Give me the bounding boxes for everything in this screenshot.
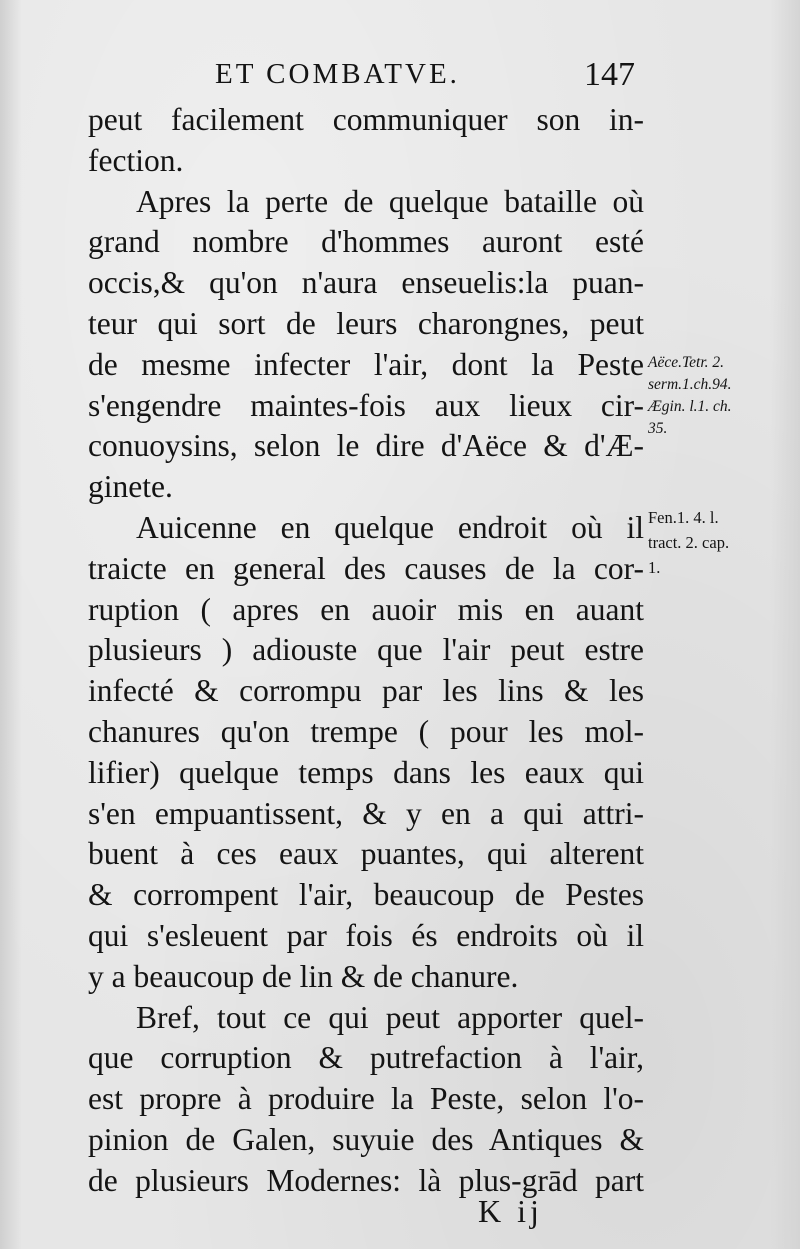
text-line: s'engendre maintes-fois aux lieux cir-	[88, 387, 644, 423]
margin-note-line: Ægin. l.1. ch.	[648, 398, 732, 415]
text-line: traicte en general des causes de la cor-	[88, 550, 644, 586]
text-line: qui s'esleuent par fois és endroits où il	[88, 917, 644, 953]
margin-note-line: tract. 2. cap.	[648, 533, 730, 552]
margin-note-fen	[648, 505, 796, 580]
page-right-edge-shadow	[770, 0, 800, 1249]
text-line: teur qui sort de leurs charongnes, peut	[88, 305, 644, 341]
text-line: conuoysins, selon le dire d'Aëce & d'Æ-	[88, 428, 644, 464]
margin-note-line: Fen.1. 4. l.	[648, 508, 719, 527]
margin-note-line: 35.	[648, 420, 668, 437]
text-line: grand nombre d'hommes auront esté	[88, 224, 644, 260]
signature-mark: K ij	[478, 1193, 543, 1229]
text-line: chanures qu'on trempe ( pour les mol-	[88, 713, 644, 749]
text-line: infecté & corrompu par les lins & les	[88, 673, 644, 709]
text-line: buent à ces eaux puantes, qui alterent	[88, 836, 644, 872]
page-left-edge-shadow	[0, 0, 22, 1249]
running-head: ET COMBATVE.	[215, 58, 460, 90]
margin-note-line: Aëce.Tetr. 2.	[648, 354, 725, 371]
text-line: s'en empuantissent, & y en a qui attri-	[88, 795, 644, 831]
text-line: ruption ( apres en auoir mis en auant	[88, 591, 644, 627]
paragraph-start-line: Bref, tout ce qui peut apporter quel-	[136, 999, 644, 1035]
text-line: ginete.	[88, 469, 173, 505]
text-line: lifier) quelque temps dans les eaux qui	[88, 754, 644, 790]
text-line: de plusieurs Modernes: là plus-grād part	[88, 1162, 644, 1198]
text-line: peut facilement communiquer son in-	[88, 102, 644, 137]
paragraph-start-line: Auicenne en quelque endroit où il	[136, 509, 644, 545]
text-line: & corrompent l'air, beaucoup de Pestes	[88, 877, 644, 913]
text-line: fection.	[88, 142, 184, 178]
text-line: est propre à produire la Peste, selon l'o-	[88, 1081, 644, 1117]
margin-note-line: serm.1.ch.94.	[648, 376, 732, 393]
text-line: plusieurs ) adiouste que l'air peut estre	[88, 632, 644, 668]
text-line: pinion de Galen, suyuie des Antiques &	[88, 1121, 644, 1157]
text-line: de mesme infecter l'air, dont la Peste	[88, 346, 644, 382]
text-line: y a beaucoup de lin & de chanure.	[88, 958, 519, 994]
margin-note-aece	[648, 352, 796, 440]
text-line: que corruption & putrefaction à l'air,	[88, 1040, 644, 1076]
margin-note-line: 1.	[648, 558, 661, 577]
page-number: 147	[584, 56, 635, 93]
body-text	[88, 100, 644, 1202]
text-line: occis,& qu'on n'aura enseuelis:la puan-	[88, 265, 644, 301]
paragraph-start-line: Apres la perte de quelque bataille où	[136, 183, 644, 219]
